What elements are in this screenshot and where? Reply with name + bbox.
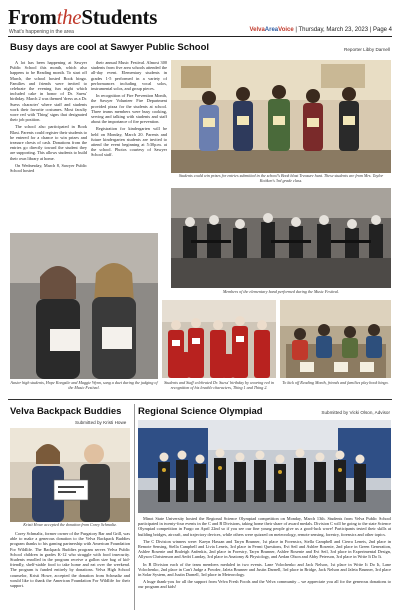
staff-red-caption: Students and Staff celebrated Dr. Suess' birthday by wearing red in recognition of his lovable characters, Thing 1 and Thing 2. <box>164 380 274 390</box>
duet-caption: Aasier high students, Hope Kongslie and Maggie Wynn, sang a duet during the judging of the Music Festival. <box>10 380 158 390</box>
bookblast-caption: Students could win prizes for entries submitted in the school's Book blast Treasure hunt. These students are from Mrs. Taylor Kottken's 3rd grade class. <box>178 173 384 183</box>
story1-headline: Busy days are cool at Sawyer Public School <box>10 42 210 53</box>
story2-body: Corey Schmaltz, former owner of the Purgatory Bar and Grill, was able to make a generous donation to the Velva Backpack Buddies program thanks to his gaming partnership with American Foundation For Wildlife. The Backpack Buddies program serves Velva Public School children in grades K-12 who struggle with food insecurity. Students enrolled in the program receive a gallon size bag of kid-friendly, shelf-stable food to take home and eat over the weekend. The program is funded entirely by donations. Velva High School counselor, Kristi Howe, accepted the donation from Schmaltz and would like to thank the American Foundation For Wildlife for their support. <box>10 531 130 589</box>
band-photo <box>171 188 391 288</box>
story3-credit: Submitted by Vicki Olson, Advisor <box>321 410 390 415</box>
backpack-caption: Kristi Howe accepted the donation from Corey Schmaltz. <box>23 522 117 527</box>
book-bingo-caption: To kick off Reading Month, friends and families play book bingo. <box>282 380 389 385</box>
bookblast-photo <box>171 60 391 173</box>
story3-body: Minot State University hosted the Regional Science Olympiad competition on Monday, March 13th. Students from Velva Public School participated in twenty-four events in the C and B Divisions, taking home their share of award medals. Division C will be going to the state Science Olympiad competition in Fargo on April 22nd so if you see our fine young people give us a good-luck wave! Participants tested their skills at building bridges, aircraft, and trajectory devices, while others were quizzed on meteorology, remote sensing, forestry, forensics and other topics. The C Division winners were: Kaeyn Hassan and Taryn Brunner, 1st place in Forensics, Stella Campbell and Cierra Leneis, 2nd place in Remote Sensing, Stella Campbell and Livia Leneis, 3rd place in Fermi Questions, Evi Seil and Ashlee Rosenie, 2nd place in Green Generation, Ashlee Rosenie and Braleigh Anfenkis, 2nd place in Forestry, Taryn Brunner, Ashlee Rosenie and Evi Seil, 3rd place in Experimental Design, Allyson Christenson and Aedri Lunday, 3rd place in Anatomy & Physiology, and Aedan Olson and Abby Peterson, 3rd place in Write It Do It. In B Division each of the team members medaled in two events. Lane Volochenko and Jack Nelson, 1st place in Write It Do It, Lane Volochenko, 2nd place in Can't Judge a Powder, Jaleta Brunner and Justin Darnell, 3rd place in Bridge, Jack Nelson and Jaleta Brunner, 3rd place in Solar System, and Justin Darnell, 3rd place in Meteorology. A huge thank-you for all the support from Velva Fresh Foods and the Velva community – we appreciate you all for the generous donations to our program and kids! <box>138 516 391 590</box>
book-bingo-photo <box>280 300 391 378</box>
masthead-rule <box>8 36 392 37</box>
story1-column-2: their annual Music Festival. Almost 300 students from five area schools attended the all-day event. Elementary students in grades 1-5 performed in a variety of performances including vocal solos, instrumental solos, and group pieces. In recognition of Fire Prevention Month, the Sawyer Volunteer Fire Department provided pizza for the students at school. Three teams members were busy cooking, serving and talking with students and staff about the importance of fire prevention. Registration for kindergarten will be held on Monday, March 20. Parents and future kindergarten students are invited to attend the event beginning at 5:30p.m. at the school. Photos courtesy of Sawyer School staff. <box>91 60 167 158</box>
masthead-tagline: What's happening in the area <box>9 29 74 35</box>
story1-column-1: A lot has been happening at Sawyer Public School this month, which also happens to be Reading month. To start off March, the school hosted Book bingo. Families and friends were invited to celebrate the evening fun night which included cake in honor of Dr. Suess' birthday. March 2 was themed 'dress as a Dr. Suess character' where staff and students work their favorite costumes. Most faculty wore red with 'Thing' signs that designated their job position. The school also participated in Book Blast. Parents could register their students to be entered for a chance to win prizes and treasure chests of cash. Donations from the entries go directly toward the student they are supporting. This allows students to build their own library at home. On Wednesday, March 8, Sawyer Public School hosted <box>10 60 87 174</box>
masthead-title: FromtheStudents <box>8 5 158 29</box>
column-divider <box>134 404 135 610</box>
story3-headline: Regional Science Olympiad <box>138 406 263 417</box>
duet-photo <box>10 233 158 379</box>
story2-headline: Velva Backpack Buddies <box>10 406 122 417</box>
backpack-photo <box>10 428 130 522</box>
story1-credit: Reporter Libby Darnell <box>344 47 390 52</box>
section-divider <box>8 399 392 400</box>
masthead-issue-line: VelvaAreaVoice | Thursday, March 23, 2023 | Page 4 <box>249 27 392 33</box>
staff-red-photo <box>162 300 276 378</box>
band-caption: Members of the elementary band performed during the Music Festival. <box>222 289 340 294</box>
olympiad-photo <box>138 420 391 513</box>
story2-credit: Submitted by Kristi Howe <box>75 420 127 425</box>
